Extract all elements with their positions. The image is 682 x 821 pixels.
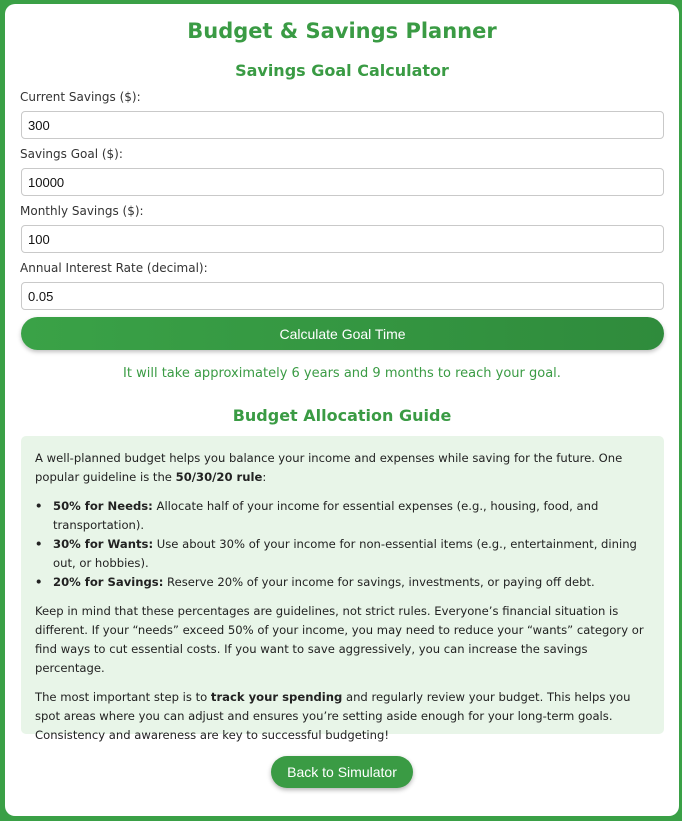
allocation-list xyxy=(35,497,650,592)
guide-intro-end: : xyxy=(262,470,267,484)
list-item xyxy=(53,535,650,573)
savings-text: Reserve 20% of your income for savings, investments, or paying off debt. xyxy=(163,575,595,589)
guide-title: Budget Allocation Guide xyxy=(232,406,452,425)
monthly-savings-label: Monthly Savings ($): xyxy=(20,204,144,218)
guide-paragraph-2: Keep in mind that these percentages are guidelines, not strict rules. Everyone’s financial situation is different. If your “needs” exceed 50% of your income, you may need to reduce your “wants” category or find ways to cut essential costs. If you want to save aggressively, you can increase the savings percentage. xyxy=(35,604,644,675)
calculate-goal-button[interactable]: Calculate Goal Time xyxy=(21,317,664,350)
savings-label: 20% for Savings: xyxy=(53,575,164,589)
current-savings-input[interactable] xyxy=(21,111,664,139)
main-card xyxy=(5,4,679,816)
p3-bold: track your spending xyxy=(210,690,343,704)
wants-text: Use about 30% of your income for non-essential items (e.g., entertainment, dining out, or hobbies). xyxy=(53,537,637,570)
rule-name: 50/30/20 rule xyxy=(175,470,263,484)
page-title: Budget & Savings Planner xyxy=(187,19,497,43)
current-savings-label: Current Savings ($): xyxy=(20,90,141,104)
budget-guide-box xyxy=(21,436,664,742)
savings-goal-input[interactable] xyxy=(21,168,664,196)
p3-end: and regularly review your budget. This helps you spot areas where you can adjust and ensures you’re setting aside enough for your long-term goals. Consistency and awareness are key to successful budgeting! xyxy=(35,690,631,742)
list-item xyxy=(53,573,650,592)
result-text: It will take approximately 6 years and 9 months to reach your goal. xyxy=(123,366,561,381)
monthly-savings-input[interactable] xyxy=(21,225,664,253)
wants-label: 30% for Wants: xyxy=(53,537,154,551)
calculator-title: Savings Goal Calculator xyxy=(235,61,449,80)
guide-intro xyxy=(35,449,650,487)
guide-intro-text: A well-planned budget helps you balance your income and expenses while saving for the future. One popular guideline is the xyxy=(35,451,623,484)
p3-start: The most important step is to xyxy=(35,690,211,704)
needs-label: 50% for Needs: xyxy=(53,499,153,513)
guide-paragraph-3 xyxy=(35,688,650,745)
needs-text: Allocate half of your income for essential expenses (e.g., housing, food, and transportation). xyxy=(53,499,599,532)
interest-rate-input[interactable] xyxy=(21,282,664,310)
savings-goal-label: Savings Goal ($): xyxy=(20,147,123,161)
back-to-simulator-button[interactable]: Back to Simulator xyxy=(271,756,413,788)
list-item xyxy=(53,497,650,535)
interest-rate-label: Annual Interest Rate (decimal): xyxy=(20,261,208,275)
